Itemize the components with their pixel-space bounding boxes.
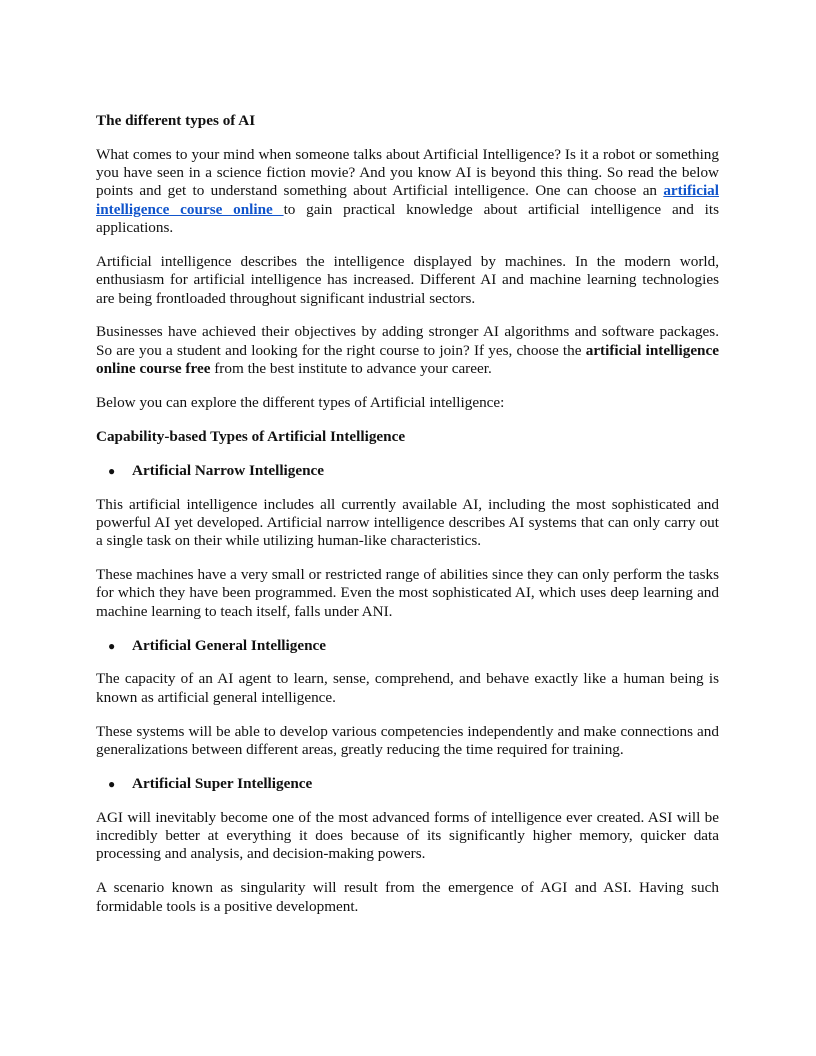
- paragraph-agi-description: The capacity of an AI agent to learn, sense, comprehend, and behave exactly like a human being is known as artificial general intelligence.: [96, 670, 719, 706]
- document-page: [96, 112, 719, 931]
- course-online-link[interactable]: artificial intelligence course online: [96, 182, 719, 218]
- bullet-dot-icon: ●: [108, 463, 116, 478]
- bullet-label: Artificial General Intelligence: [132, 636, 327, 654]
- bullet-label: Artificial Super Intelligence: [132, 774, 313, 792]
- section-heading: Capability-based Types of Artificial Intelligence: [96, 427, 406, 445]
- online-course-free-bold: artificial intelligence online course free: [96, 341, 719, 378]
- paragraph-ani-abilities: These machines have a very small or restricted range of abilities since they can only perform the tasks for which they have been programmed. Even the most sophisticated AI, which uses deep learning and machine learning to teach itself, falls under ANI.: [96, 566, 719, 620]
- paragraph-ani-description: This artificial intelligence includes all currently available AI, including the most sophisticated and powerful AI yet developed. Artificial narrow intelligence describes AI systems that can only carry out a single task on their while utilizing human-like characteristics.: [96, 495, 719, 550]
- paragraph-businesses: [96, 323, 719, 378]
- document-title: The different types of AI: [96, 112, 256, 129]
- bullet-item-super: [96, 775, 719, 793]
- bullet-item-narrow: [96, 462, 719, 480]
- paragraph-agi-systems: These systems will be able to develop various competencies independently and make connections and generalizations between different areas, greatly reducing the time required for training.: [96, 722, 719, 758]
- bullet-label: Artificial Narrow Intelligence: [132, 461, 325, 479]
- businesses-text-after: from the best institute to advance your career.: [210, 360, 492, 378]
- intro-text-before: What comes to your mind when someone talks about Artificial Intelligence? Is it a robot or something you have seen in a science fiction movie? And you know AI is beyond this thing. So read the below points and get to understand something about Artificial intelligence. One can choose an: [96, 145, 719, 200]
- businesses-text-before: Businesses have achieved their objectives by adding stronger AI algorithms and software packages. So are you a student and looking for the right course to join? If yes, choose the: [96, 323, 719, 359]
- paragraph-explore-types: Below you can explore the different types of Artificial intelligence:: [96, 393, 505, 411]
- bullet-dot-icon: ●: [108, 638, 116, 653]
- intro-paragraph: [96, 146, 719, 237]
- paragraph-singularity: A scenario known as singularity will result from the emergence of AGI and ASI. Having such formidable tools is a positive development.: [96, 879, 719, 915]
- bullet-item-general: [96, 637, 719, 655]
- paragraph-asi-description: AGI will inevitably become one of the most advanced forms of intelligence ever created. ASI will be incredibly better at everything it does because of its significantly higher memory, quicker data processing and analysis, and decision-making powers.: [96, 808, 719, 863]
- paragraph-machines-intelligence: Artificial intelligence describes the intelligence displayed by machines. In the modern world, enthusiasm for artificial intelligence has increased. Different AI and machine learning technologies are being frontloaded throughout significant industrial sectors.: [96, 252, 719, 307]
- bullet-dot-icon: ●: [108, 776, 116, 791]
- intro-text-after: to gain practical knowledge about artificial intelligence and its applications.: [96, 200, 719, 237]
